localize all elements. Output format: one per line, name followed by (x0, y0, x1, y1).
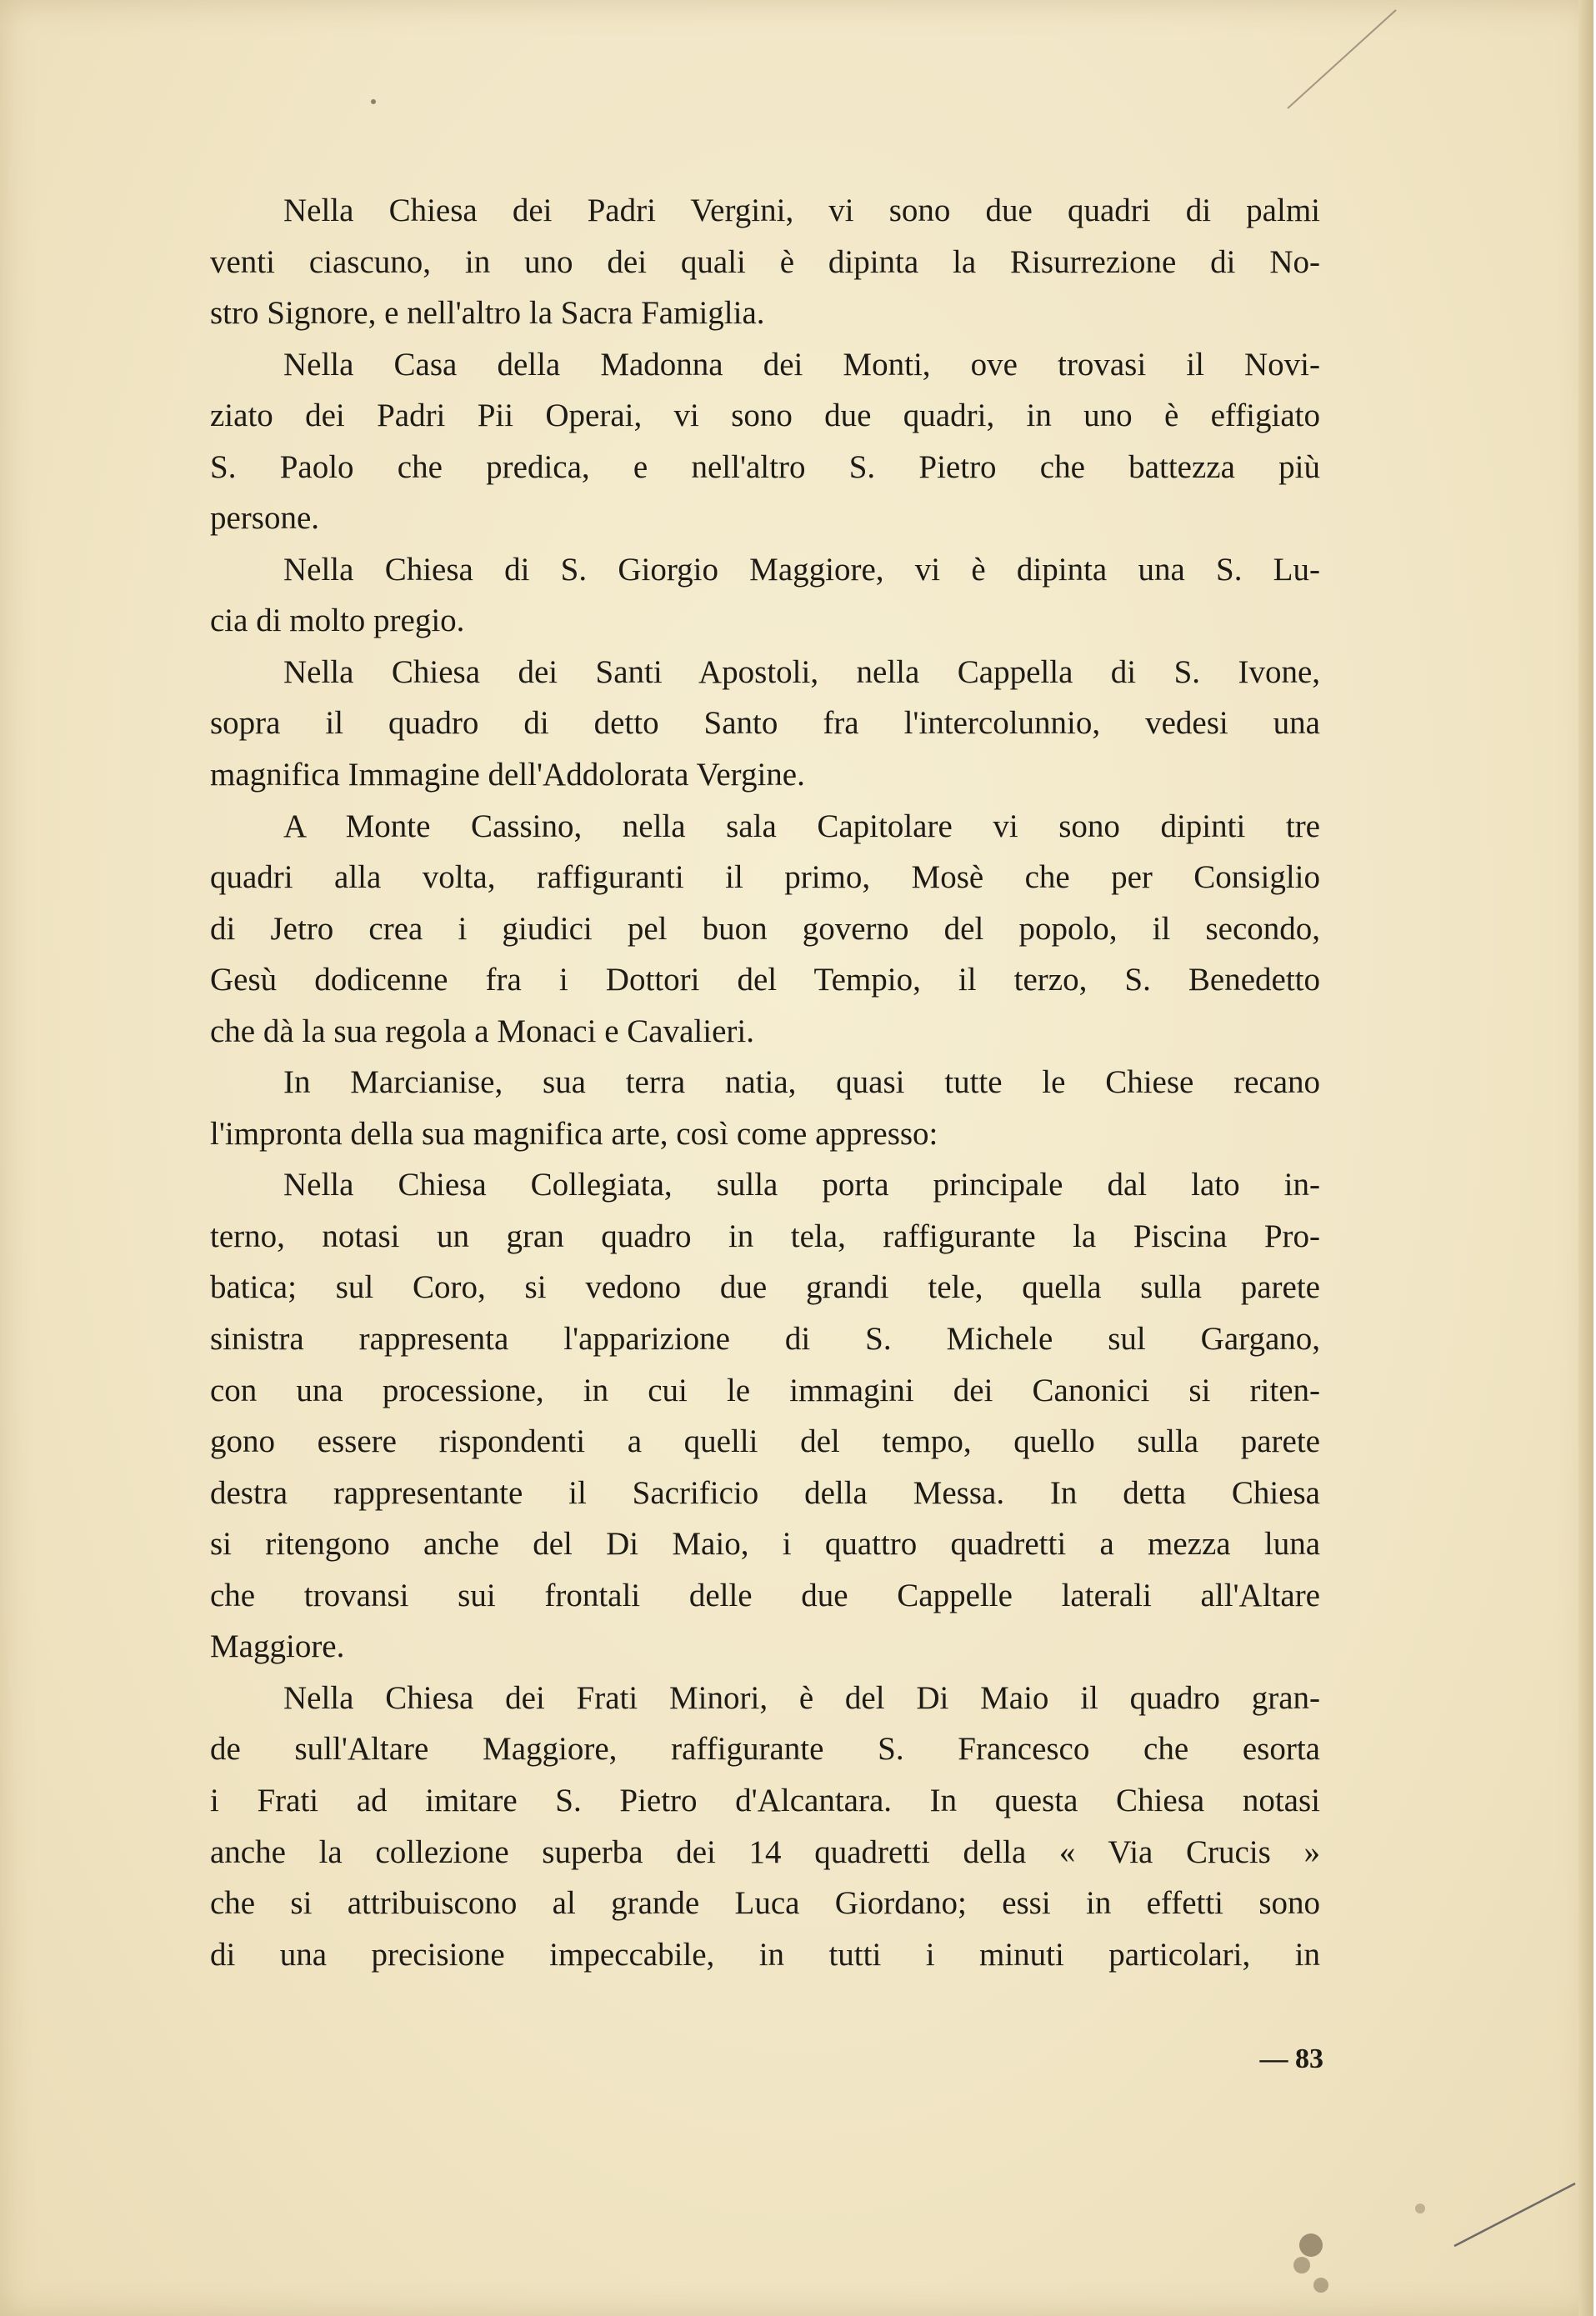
page-number: — 83 (1259, 2043, 1323, 2074)
text-line: venti ciascuno, in uno dei quali è dipinta la Risurrezione di No- (210, 243, 1320, 280)
text-line: destra rappresentante il Sacrificio della Messa. In detta Chiesa (210, 1474, 1320, 1511)
text-line: si ritengono anche del Di Maio, i quattro quadretti a mezza luna (210, 1526, 1320, 1563)
text-line: Nella Casa della Madonna dei Monti, ove trovasi il Novi- (283, 346, 1320, 383)
ink-dot (371, 99, 376, 104)
text-line: sinistra rappresenta l'apparizione di S. Michele sul Gargano, (210, 1321, 1320, 1358)
stain-2 (1293, 2257, 1310, 2273)
text-line: S. Paolo che predica, e nell'altro S. Pietro che battezza più (210, 448, 1320, 485)
text-line: cia di molto pregio. (210, 603, 465, 639)
text-line: Nella Chiesa dei Padri Vergini, vi sono due quadri di palmi (283, 193, 1320, 228)
text-line: Nella Chiesa dei Frati Minori, è del Di Maio il quadro gran- (283, 1679, 1320, 1716)
stain-3 (1313, 2278, 1328, 2293)
stain-4 (1415, 2203, 1425, 2213)
body-text (210, 185, 1320, 1980)
text-line: Nella Chiesa di S. Giorgio Maggiore, vi è dipinta una S. Lu- (283, 551, 1320, 588)
text-line: i Frati ad imitare S. Pietro d'Alcantara. In questa Chiesa notasi (210, 1782, 1320, 1818)
text-line: di Jetro crea i giudici pel buon governo del popolo, il secondo, (210, 910, 1320, 947)
text-line: Maggiore. (210, 1628, 345, 1665)
text-line: quadri alla volta, raffiguranti il primo, Mosè che per Consiglio (210, 859, 1320, 896)
text-line: che dà la sua regola a Monaci e Cavalieri. (210, 1013, 754, 1049)
pencil-stroke-bottom (1454, 2183, 1575, 2246)
text-line: terno, notasi un gran quadro in tela, raffigurante la Piscina Pro- (210, 1218, 1320, 1254)
text-line: con una processione, in cui le immagini dei Canonici si riten- (210, 1372, 1320, 1408)
pencil-stroke-top (1288, 10, 1396, 108)
text-line: anche la collezione superba dei 14 quadretti della « Via Crucis » (210, 1833, 1320, 1870)
text-line: Gesù dodicenne fra i Dottori del Tempio, il terzo, S. Benedetto (210, 962, 1320, 998)
text-line: di una precisione impeccabile, in tutti i minuti particolari, in (210, 1936, 1320, 1973)
text-line: che trovansi sui frontali delle due Cappelle laterali all'Altare (210, 1577, 1320, 1613)
text-line: che si attribuiscono al grande Luca Giordano; essi in effetti sono (210, 1885, 1320, 1922)
text-line: l'impronta della sua magnifica arte, così come appresso: (210, 1115, 938, 1152)
text-line: gono essere rispondenti a quelli del tempo, quello sulla parete (210, 1423, 1320, 1460)
text-line: In Marcianise, sua terra natia, quasi tutte le Chiese recano (283, 1064, 1320, 1101)
text-line: stro Signore, e nell'altro la Sacra Famiglia. (210, 295, 765, 332)
text-line: sopra il quadro di detto Santo fra l'intercolunnio, vedesi una (210, 705, 1320, 742)
stain-1 (1299, 2233, 1323, 2257)
text-line: ziato dei Padri Pii Operai, vi sono due quadri, in uno è effigiato (210, 398, 1320, 434)
text-line: persone. (210, 500, 320, 537)
text-line: magnifica Immagine dell'Addolorata Vergine. (210, 757, 805, 793)
page-edge-shadow (1578, 0, 1593, 2316)
text-line: A Monte Cassino, nella sala Capitolare vi sono dipinti tre (283, 808, 1320, 844)
text-line: Nella Chiesa Collegiata, sulla porta principale dal lato in- (283, 1167, 1320, 1203)
text-line: batica; sul Coro, si vedono due grandi tele, quella sulla parete (210, 1269, 1320, 1306)
text-line: Nella Chiesa dei Santi Apostoli, nella Cappella di S. Ivone, (283, 653, 1320, 690)
text-line: de sull'Altare Maggiore, raffigurante S. Francesco che esorta (210, 1731, 1320, 1768)
